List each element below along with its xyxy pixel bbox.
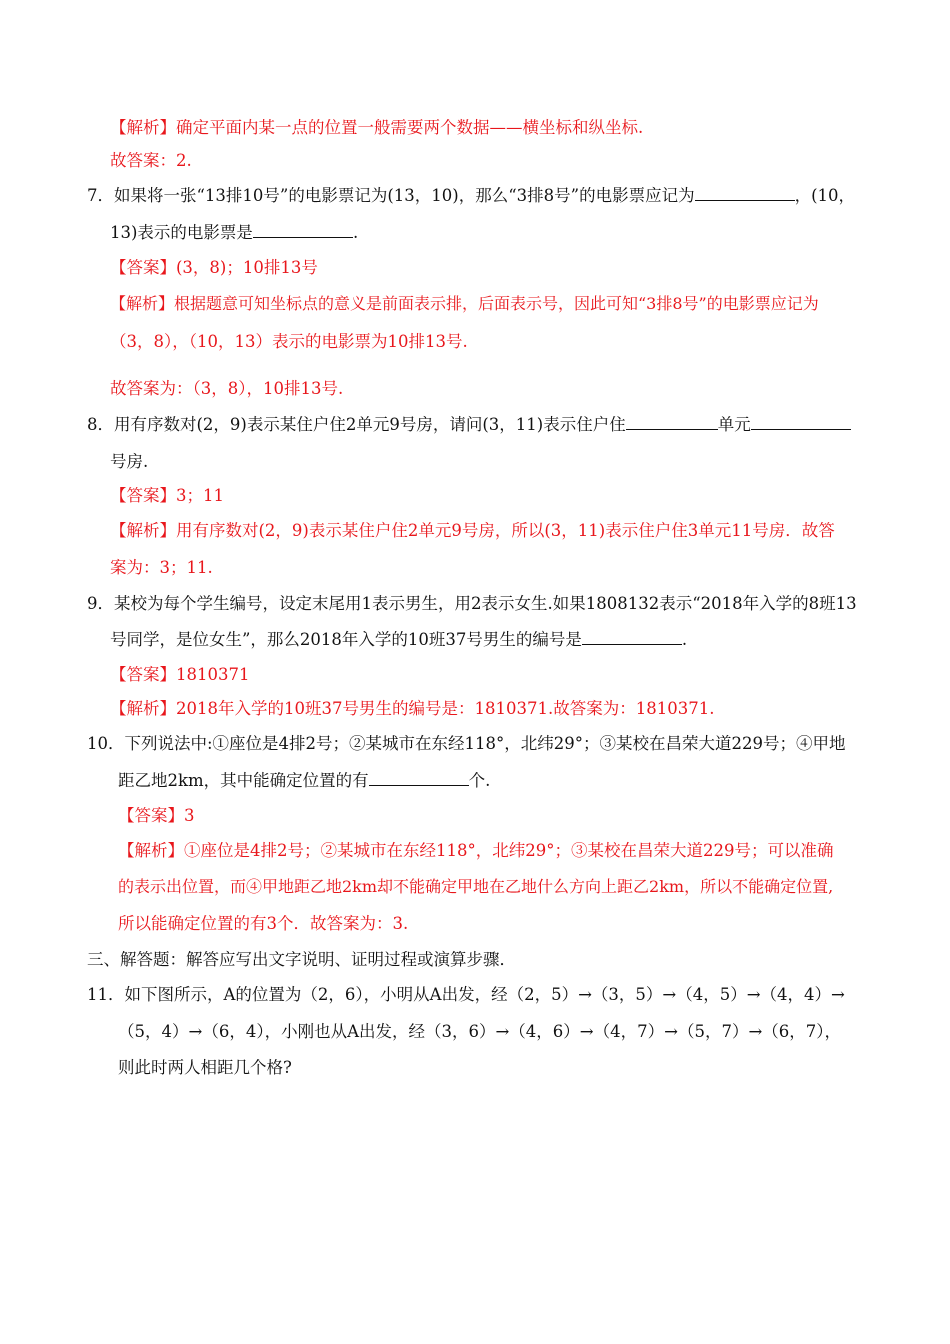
q7-blank1 — [695, 186, 795, 201]
q8-blank1 — [626, 415, 718, 430]
q9-text2b: . — [681, 630, 688, 649]
q7-blank2 — [253, 223, 353, 238]
q7-explanation-2: （3，8），（10，13）表示的电影票为10排13号. — [110, 332, 468, 351]
q11-line2: （5，4）→（6，4），小刚也从A出发，经（3，6）→（4，6）→（4，7）→（5，7）→（6，7）， — [118, 1022, 842, 1041]
q9-answer: 【答案】1810371 — [110, 665, 250, 684]
q8-text1b: 单元 — [717, 415, 751, 434]
q10-line2 — [118, 770, 490, 792]
q9-text2: 号同学，是位女生”，那么2018年入学的10班37号男生的编号是 — [110, 630, 582, 649]
q6-final-answer: 故答案：2. — [110, 151, 192, 170]
q11-line3: 则此时两人相距几个格? — [118, 1058, 292, 1077]
q8-blank2 — [751, 415, 851, 430]
q7-line1 — [87, 185, 855, 207]
q7-explanation-1: 【解析】根据题意可知坐标点的意义是前面表示排，后面表示号，因此可知“3排8号”的电影票应记为 — [110, 294, 819, 313]
q7-answer: 【答案】(3，8)；10排13号 — [110, 258, 318, 277]
q10-blank — [369, 771, 469, 786]
q8-explanation-2: 案为：3；11. — [110, 558, 213, 577]
section-heading: 三、解答题：解答应写出文字说明、证明过程或演算步骤． — [87, 950, 516, 969]
q7-text1b: ，(10， — [794, 186, 856, 205]
q7-final-answer: 故答案为：（3，8），10排13号. — [110, 379, 344, 398]
q8-answer: 【答案】3；11 — [110, 486, 224, 505]
q7-text2: 13)表示的电影票是 — [110, 223, 253, 242]
q10-explanation-1: 【解析】①座位是4排2号；②某城市在东经118°，北纬29°；③某校在昌荣大道229号；可以准确 — [118, 841, 834, 860]
q9-explanation: 【解析】2018年入学的10班37号男生的编号是：1810371.故答案为：1810371. — [110, 699, 715, 718]
q9-blank — [582, 630, 682, 645]
q8-line2: 号房. — [110, 452, 149, 471]
q7-text1: 7．如果将一张“13排10号”的电影票记为(13，10)，那么“3排8号”的电影票应记为 — [87, 186, 695, 205]
q10-line1: 10．下列说法中:①座位是4排2号；②某城市在东经118°，北纬29°；③某校在昌荣大道229号；④甲地 — [87, 734, 846, 753]
q7-text2b: . — [352, 223, 359, 242]
q7-line2 — [110, 222, 358, 244]
q8-text1: 8．用有序数对(2，9)表示某住户住2单元9号房，请问(3，11)表示住户住 — [87, 415, 626, 434]
q10-text2b: 个. — [468, 771, 491, 790]
q8-explanation-1: 【解析】用有序数对(2，9)表示某住户住2单元9号房，所以(3，11)表示住户住3单元11号房．故答 — [110, 521, 835, 540]
q10-explanation-2: 的表示出位置，而④甲地距乙地2km却不能确定甲地在乙地什么方向上距乙2km，所以不能确定位置, — [118, 877, 834, 896]
q11-line1: 11．如下图所示，A的位置为（2，6），小明从A出发，经（2，5）→（3，5）→（4，5）→（4，4）→ — [87, 985, 845, 1004]
q10-text2: 距乙地2km，其中能确定位置的有 — [118, 771, 369, 790]
q9-line2 — [110, 629, 687, 651]
q9-line1: 9．某校为每个学生编号，设定末尾用1表示男生，用2表示女生.如果1808132表示“2018年入学的8班13 — [87, 594, 857, 613]
q6-explanation: 【解析】确定平面内某一点的位置一般需要两个数据——横坐标和纵坐标. — [110, 118, 644, 137]
q10-answer: 【答案】3 — [118, 806, 195, 825]
q10-explanation-3: 所以能确定位置的有3个．故答案为：3. — [118, 914, 409, 933]
q8-line1 — [87, 414, 851, 436]
